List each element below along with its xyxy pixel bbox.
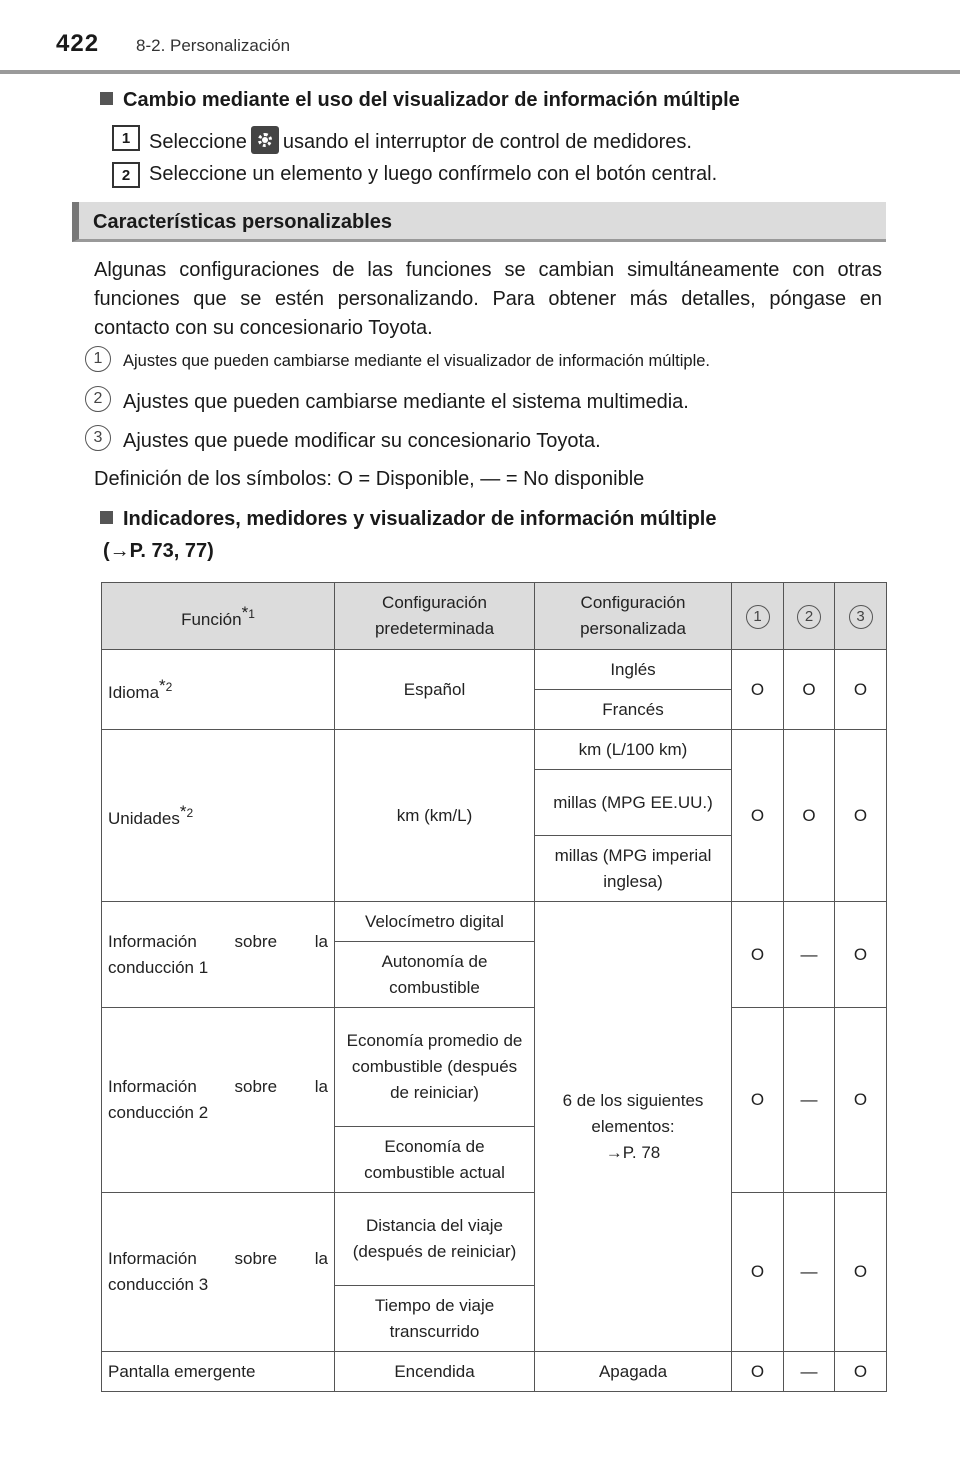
note-2: Ajustes que pueden cambiarse mediante el sistema multimedia. — [123, 391, 689, 413]
note-3: Ajustes que puede modificar su concesionario Toyota. — [123, 430, 601, 452]
customization-table — [101, 582, 887, 1392]
row-col-2: O — [784, 650, 835, 730]
row-default: Economía de combustible actual — [335, 1127, 535, 1193]
table-header-row — [102, 583, 887, 650]
subsection-title: Cambio mediante el uso del visualizador de información múltiple — [123, 89, 740, 111]
row-default: Autonomía de combustible — [335, 942, 535, 1008]
row-function: Información sobre la conducción 1 — [102, 902, 335, 1008]
row-default: Encendida — [335, 1352, 535, 1392]
intro-paragraph: Algunas configuraciones de las funciones se cambian simultáneamente con otras funciones que se estén personalizando. Para obtener más detalles, póngase en contacto con su concesionario Toyota. — [94, 259, 882, 339]
row-default: Tiempo de viaje transcurrido — [335, 1286, 535, 1352]
row-custom: Inglés — [535, 650, 732, 690]
circled-number-3: 3 — [85, 425, 111, 451]
row-col-2: O — [784, 730, 835, 902]
row-col-3: O — [835, 650, 887, 730]
band-title: Características personalizables — [93, 211, 393, 233]
row-col-1: O — [732, 730, 784, 902]
header-col-2: 2 — [784, 583, 835, 650]
row-default: Velocímetro digital — [335, 902, 535, 942]
row-col-3: O — [835, 1008, 887, 1193]
square-bullet-icon — [100, 92, 113, 105]
subsection-heading-2 — [100, 508, 716, 531]
row-default: km (km/L) — [335, 730, 535, 902]
step-number-1: 1 — [112, 125, 140, 151]
row-function: Idioma$^{*2}$ — [102, 650, 335, 730]
row-col-2: — — [784, 1352, 835, 1392]
row-col-1: O — [732, 650, 784, 730]
page-number: 422 — [56, 30, 100, 57]
table-row — [102, 1008, 887, 1127]
header-custom: Configuración personalizada — [535, 583, 732, 650]
section-title: 8-2. Personalización — [136, 36, 291, 55]
row-col-2: — — [784, 1008, 835, 1193]
table-row — [102, 1193, 887, 1286]
header-col-3: 3 — [835, 583, 887, 650]
header-divider — [0, 70, 960, 74]
row-default: Español — [335, 650, 535, 730]
gear-icon — [251, 126, 279, 154]
step-2-text: Seleccione un elemento y luego confírmelo con el botón central. — [149, 163, 718, 185]
step-1-text: Seleccione usando el interruptor de control de medidores. — [149, 126, 692, 154]
row-default: Distancia del viaje (después de reiniciar) — [335, 1193, 535, 1286]
row-col-3: O — [835, 1193, 887, 1352]
row-col-2: — — [784, 1193, 835, 1352]
symbol-definition: Definición de los símbolos: O = Disponible, — = No disponible — [94, 468, 645, 490]
row-function: Información sobre la conducción 3 — [102, 1193, 335, 1352]
row-function: Información sobre la conducción 2 — [102, 1008, 335, 1193]
row-col-1: O — [732, 902, 784, 1008]
section-band — [72, 202, 886, 242]
header-function: Función$^{*1}$ — [102, 583, 335, 650]
table-row — [102, 650, 887, 690]
page-reference: (→P. 73, 77) — [103, 540, 214, 562]
header-default: Configuración predeterminada — [335, 583, 535, 650]
row-col-1: O — [732, 1352, 784, 1392]
row-custom: millas (MPG imperial inglesa) — [535, 836, 732, 902]
table-row — [102, 902, 887, 942]
row-col-2: — — [784, 902, 835, 1008]
row-col-3: O — [835, 1352, 887, 1392]
row-custom: Apagada — [535, 1352, 732, 1392]
row-col-1: O — [732, 1193, 784, 1352]
subsection-2-title: Indicadores, medidores y visualizador de información múltiple — [123, 508, 717, 530]
square-bullet-icon — [100, 511, 113, 524]
row-custom: millas (MPG EE.UU.) — [535, 770, 732, 836]
row-function: Pantalla emergente — [102, 1352, 335, 1392]
row-col-3: O — [835, 730, 887, 902]
circled-number-1: 1 — [85, 346, 111, 372]
table-row — [102, 1352, 887, 1392]
shared-custom: 6 de los siguientes elementos: →P. 78 — [535, 902, 732, 1352]
row-function: Unidades$^{*2}$ — [102, 730, 335, 902]
note-1: Ajustes que pueden cambiarse mediante el visualizador de información múltiple. — [123, 352, 710, 370]
row-default: Economía promedio de combustible (después de reiniciar) — [335, 1008, 535, 1127]
circled-number-2: 2 — [85, 386, 111, 412]
table-row — [102, 730, 887, 770]
step-number-2: 2 — [112, 162, 140, 188]
header-col-1: 1 — [732, 583, 784, 650]
row-custom: Francés — [535, 690, 732, 730]
row-custom: km (L/100 km) — [535, 730, 732, 770]
row-col-1: O — [732, 1008, 784, 1193]
subsection-heading — [100, 89, 740, 112]
row-col-3: O — [835, 902, 887, 1008]
